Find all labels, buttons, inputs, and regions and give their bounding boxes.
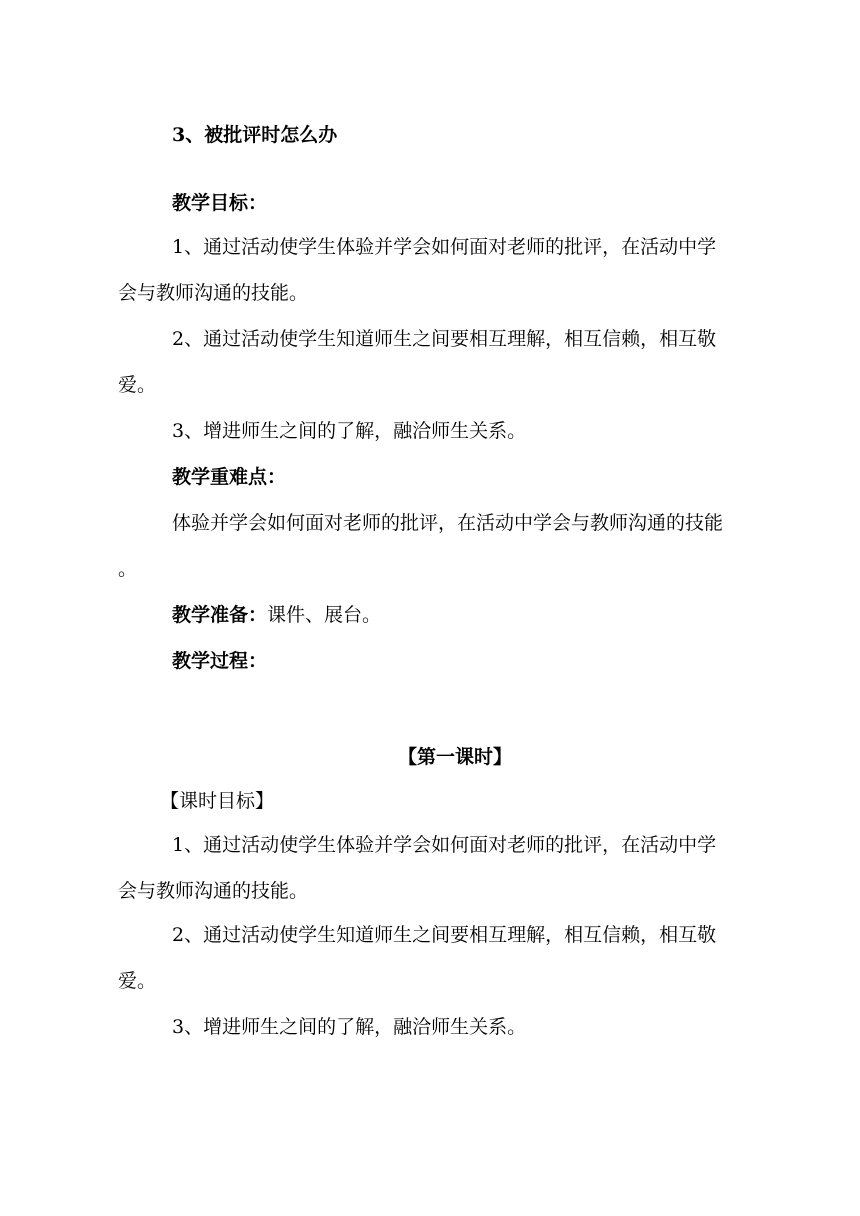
teaching-goal-item: 3、增进师生之间的了解，融洽师生关系。 <box>172 420 527 442</box>
lesson-goal-item: 3、增进师生之间的了解，融洽师生关系。 <box>172 1016 527 1038</box>
key-points-text: 体验并学会如何面对老师的批评，在活动中学会与教师沟通的技能。 <box>118 512 724 580</box>
lesson-goals-heading: 【课时目标】 <box>160 790 275 812</box>
teaching-process-heading: 教学过程： <box>172 650 268 672</box>
lesson-goal-item: 1、通过活动使学生体验并学会如何面对老师的批评，在活动中学会与教师沟通的技能。 <box>118 834 717 902</box>
lesson-heading: 【第一课时】 <box>397 746 512 768</box>
teaching-goal-item: 2、通过活动使学生知道师生之间要相互理解，相互信赖，相互敬爱。 <box>118 328 717 396</box>
teaching-prep-line <box>118 592 732 638</box>
teaching-prep-value: 课件、展台。 <box>267 604 382 626</box>
lesson-goal-item: 2、通过活动使学生知道师生之间要相互理解，相互信赖，相互敬爱。 <box>118 924 717 992</box>
teaching-prep-heading: 教学准备： <box>172 604 268 626</box>
teaching-goal-item: 1、通过活动使学生体验并学会如何面对老师的批评，在活动中学会与教师沟通的技能。 <box>118 236 717 304</box>
teaching-goals-heading: 教学目标： <box>172 192 268 214</box>
key-points-heading: 教学重难点： <box>172 466 287 488</box>
document-title: 3、被批评时怎么办 <box>172 124 338 146</box>
